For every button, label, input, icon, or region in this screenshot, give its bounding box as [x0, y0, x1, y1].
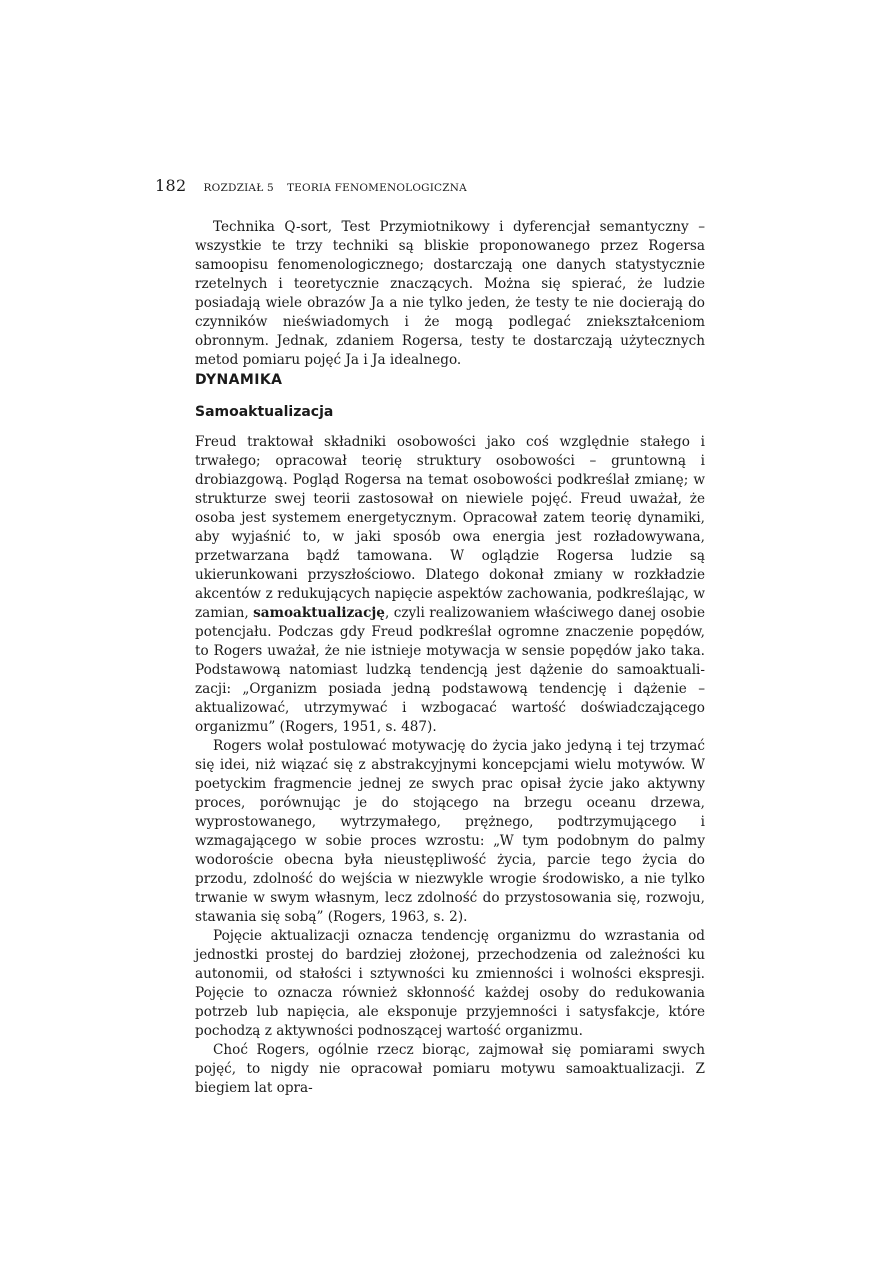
section-heading: DYNAMIKA	[195, 372, 283, 388]
key-term-bold: samoaktualizację	[253, 605, 385, 621]
intro-paragraph: Technika Q-sort, Test Przymiotnikowy i dyferencjał semantyczny – wszystkie te trzy techniki są bliskie proponowanego przez Rogersa samoopisu fenomenologicznego; dostarczają one danych statystycznie rzetelnych i teoretycznie znaczących. Można się spierać, że ludzie posiadają wiele obrazów Ja a nie tylko jeden, że testy te nie docierają do czynników nieświadomych i że mogą podlegać zniekształceniom obronnym. Jednak, zdaniem Rogersa, testy te dostarczają użytecznych metod pomiaru pojęć Ja i Ja idealnego.	[195, 219, 705, 368]
body-text	[195, 433, 705, 1098]
paragraph-1-start: Freud traktował składniki osobowości jako coś względnie stałego i trwałego; opracował teorię struktury osobowości – gruntowną i drobiazgową. Pogląd Rogersa na temat osobowości podkreślał zmianę; w strukturze swej teorii zastosował on niewiele pojęć. Freud uważał, że osoba jest systemem energetycznym. Opracował zatem teorię dynamiki, aby wyjaśnić to, w jaki sposób owa energia jest rozładowywana, przetwarzana bądź tamowana. W oglądzie Rogersa ludzie są ukierunkowani przyszłościowo. Dlatego dokonał zmiany w rozkładzie akcentów z redukujących napięcie aspektów zachowania, podkreślając, w zamian,	[195, 434, 705, 621]
page-number: 182	[155, 176, 187, 195]
paragraph-2: Rogers wolał postulować motywację do życia jako jedyną i tej trzymać się idei, niż wiązać się z abstrakcyjnymi koncepcjami wielu motywów. W poetyckim fragmencie jednej ze swych prac opisał życie jako aktywny proces, porównując je do stojącego na brzegu oceanu drzewa, wyprostowanego, wytrzymałego, prężnego, podtrzymującego i wzmagającego w sobie proces wzrostu: „W tym podobnym do palmy wodoroście obecna była nieustępliwość życia, parcie tego życia do przodu, zdolność do wejścia w niezwykle wrogie środowisko, a nie tylko trwanie w swym własnym, lecz zdolność do przystosowania się, rozwoju, stawania się sobą” (Rogers, 1963, s. 2).	[195, 738, 705, 925]
subsection-heading: Samoaktualizacja	[195, 404, 334, 420]
paragraph-3: Pojęcie aktualizacji oznacza tendencję organizmu do wzrastania od jednostki prostej do bardziej złożonej, przechodzenia od zależności ku autonomii, od stałości i sztywności ku zmienności i wolności ekspresji. Pojęcie to oznacza również skłonność każdej osoby do redukowania potrzeb lub napięcia, ale eksponuje przyjemności i satysfakcje, które pochodzą z aktywności podnoszącej wartość organizmu.	[195, 928, 705, 1039]
paragraph-4: Choć Rogers, ogólnie rzecz biorąc, zajmował się pomiarami swych pojęć, to nigdy nie opracował pomiaru motywu samoaktualizacji. Z biegiem lat opra-	[195, 1042, 705, 1096]
chapter-label: ROZDZIAŁ 5	[203, 182, 274, 194]
paragraph-1-end: , czyli realizowaniem właściwego danej osobie potencjału. Podczas gdy Freud podkreślał ogromne znaczenie popędów, to Rogers uważał, że nie istnieje motywacja w sensie popędów jako taka. Podstawową natomiast ludzką tendencją jest dążenie do samoaktualizacji: „Organizm posiada jedną podstawową tendencję i dążenie – aktualizować, utrzymywać i wzbogacać wartość doświadczającego organizmu” (Rogers, 1951, s. 487).	[195, 605, 706, 735]
paragraph-1	[195, 433, 705, 737]
running-header	[155, 176, 715, 200]
chapter-title: TEORIA FENOMENOLOGICZNA	[286, 182, 467, 194]
intro-text	[195, 218, 705, 370]
